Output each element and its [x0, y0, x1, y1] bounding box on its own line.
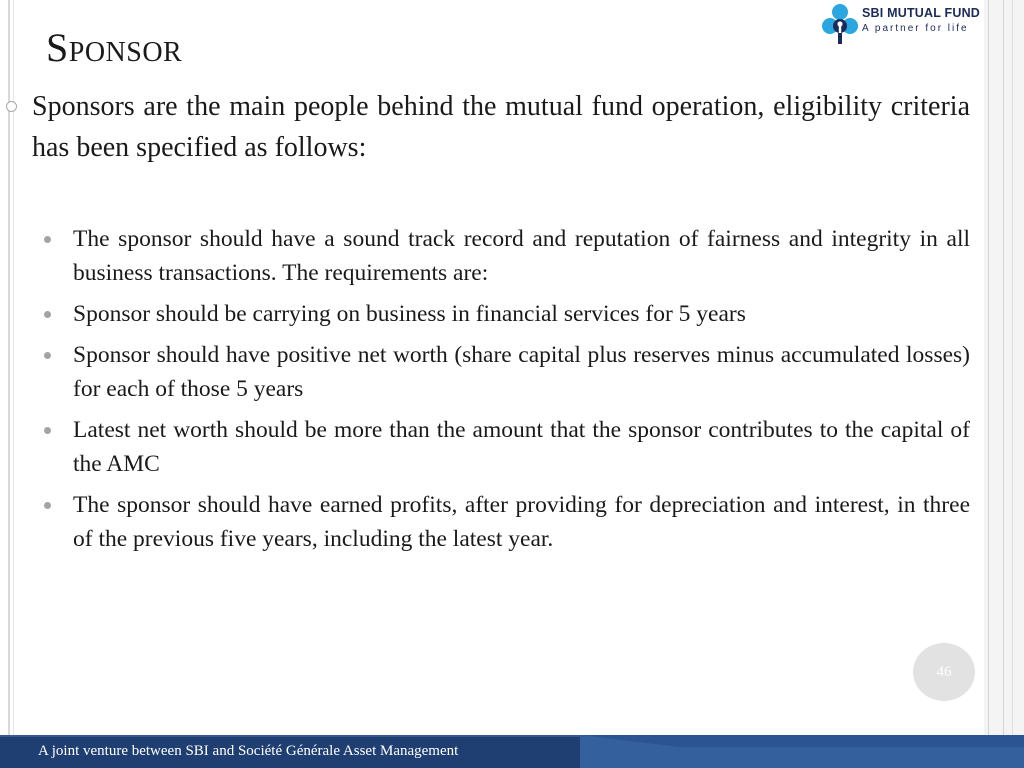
page-number-badge	[913, 643, 975, 701]
footer-bar	[0, 735, 1024, 768]
right-margin-rule	[988, 0, 989, 735]
list-item	[44, 222, 970, 290]
bullet-dot-icon	[44, 427, 51, 434]
right-margin-rule	[1003, 0, 1004, 735]
logo-tagline: A partner for life	[862, 23, 969, 34]
list-item	[44, 297, 970, 331]
sbi-mutual-fund-logo	[820, 2, 986, 46]
eligibility-criteria-list	[44, 222, 970, 563]
sbi-keyhole-logo-icon	[820, 2, 860, 46]
bullet-dot-icon	[44, 502, 51, 509]
list-item	[44, 413, 970, 481]
right-margin-rule	[1012, 0, 1013, 735]
intro-bullet-icon	[6, 101, 17, 112]
list-item	[44, 338, 970, 406]
list-item-text: Latest net worth should be more than the amount that the sponsor contributes to the capital of the AMC	[73, 417, 970, 477]
footer-text: A joint venture between SBI and Société Générale Asset Management	[38, 743, 459, 759]
list-item-text: Sponsor should have positive net worth (share capital plus reserves minus accumulated losses) for each of those 5 years	[73, 342, 970, 402]
bullet-dot-icon	[44, 311, 51, 318]
bullet-dot-icon	[44, 352, 51, 359]
list-item-text: The sponsor should have earned profits, after providing for depreciation and interest, in three of the previous five years, including the latest year.	[73, 492, 970, 552]
right-margin-band	[984, 0, 1024, 735]
slide-title: Sponsor	[46, 25, 183, 70]
page-number: 46	[936, 663, 952, 680]
list-item-text: Sponsor should be carrying on business in financial services for 5 years	[73, 301, 746, 327]
bullet-dot-icon	[44, 236, 51, 243]
list-item-text: The sponsor should have a sound track record and reputation of fairness and integrity in all business transactions. The requirements are:	[73, 226, 970, 286]
list-item	[44, 488, 970, 556]
intro-paragraph: Sponsors are the main people behind the mutual fund operation, eligibility criteria has been specified as follows:	[32, 91, 970, 163]
logo-name: SBI MUTUAL FUND	[862, 6, 981, 20]
